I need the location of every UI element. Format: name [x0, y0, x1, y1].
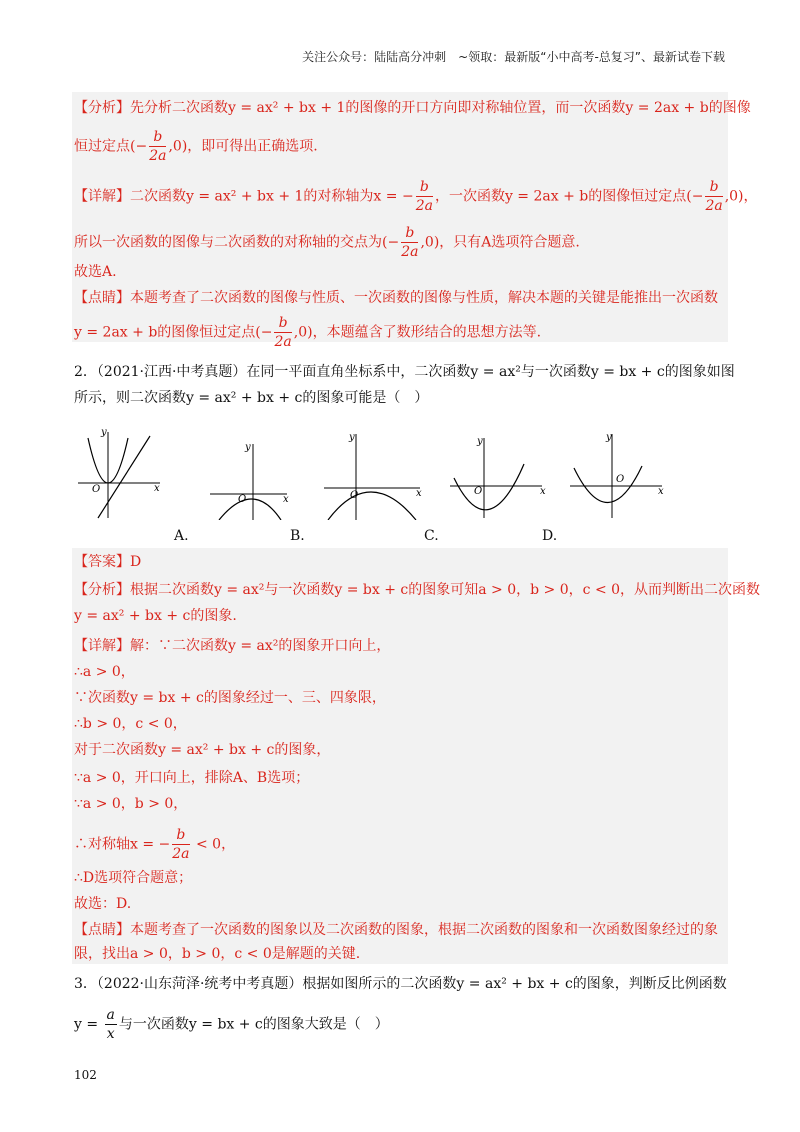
- q2-option-a-figure: [448, 428, 548, 520]
- svg-text:x: x: [540, 486, 546, 497]
- analysis-tag: 【分析】: [74, 100, 130, 116]
- svg-text:y: y: [245, 442, 251, 453]
- q2-detail-line7: ∵a > 0，b > 0，: [74, 796, 188, 812]
- svg-text:x: x: [283, 494, 289, 505]
- page-number: 102: [74, 1068, 97, 1082]
- q1-choose: 故选A.: [74, 264, 117, 280]
- q1-analysis-line1: 【分析】先分析二次函数y = ax² + bx + 1的图像的开口方向即对称轴位置，而一次函数y = 2ax + b的图像: [74, 100, 751, 116]
- q2-detail-line6: ∵a > 0，开口向上，排除A、B选项；: [74, 770, 310, 786]
- q2-option-b-figure: [205, 428, 295, 520]
- q2-answer: 【答案】D: [74, 554, 142, 570]
- q2-option-c-label: C.: [424, 528, 439, 544]
- svg-text:x: x: [416, 488, 422, 499]
- q1-comment-line2: y = 2ax + b的图像恒过定点(− $\frac{b}{2a}$ ,0)，本题蕴含了数形结合的思想方法等.: [74, 315, 542, 350]
- q2-given-figure: [76, 428, 166, 520]
- q2-option-d-label: D.: [542, 528, 558, 544]
- page-header: 关注公众号：陆陆高分冲刺 ~领取：最新版“小中高考-总复习”、最新试卷下载: [302, 50, 725, 64]
- q2-option-b-label: B.: [290, 528, 305, 544]
- detail-tag: 【详解】: [74, 188, 130, 205]
- axis-y-label: y: [101, 428, 107, 438]
- q2-analysis-line2: y = ax² + bx + c的图象.: [74, 608, 237, 624]
- comment-tag: 【点睛】: [74, 290, 130, 306]
- q2-detail-line2: ∴a > 0，: [74, 664, 135, 680]
- q2-option-d-figure: [568, 428, 668, 520]
- q2-choose: 故选：D.: [74, 896, 132, 912]
- q3-stem-line1: 3．（2022·山东菏泽·统考中考真题）根据如图所示的二次函数y = ax² + bx + c的图象，判断反比例函数: [74, 976, 727, 992]
- svg-text:O: O: [616, 474, 625, 485]
- q1-analysis-line2: 恒过定点(− $\frac{b}{2a}$ ,0)，即可得出正确选项.: [74, 129, 318, 164]
- q2-stem-line1: 2．（2021·江西·中考真题）在同一平面直角坐标系中，二次函数y = ax²与一次函数y = bx + c的图象如图: [74, 364, 735, 380]
- q2-option-c-figure: [320, 428, 430, 520]
- q2-comment-line1: 【点睛】本题考查了一次函数的图象以及二次函数的图象，根据二次函数的图象和一次函数图象经过的象: [74, 922, 718, 938]
- q2-detail-line1: 【详解】解：∵二次函数y = ax²的图象开口向上，: [74, 638, 391, 654]
- svg-text:y: y: [606, 432, 612, 443]
- q2-detail-line3: ∵次函数y = bx + c的图象经过一、三、四象限，: [74, 690, 386, 706]
- q1-comment-line1: 【点睛】本题考查了二次函数的图像与性质、一次函数的图像与性质，解决本题的关键是能推出一次函数: [74, 290, 718, 306]
- q2-detail-line9: ∴D选项符合题意；: [74, 870, 193, 886]
- q1-detail-line1: 【详解】二次函数y = ax² + bx + 1的对称轴为x = − $\frac{b}{2a}$ ，一次函数y = 2ax + b的图像恒过定点(− $\frac{b}{2a}$ ,0)，: [74, 179, 758, 214]
- q2-stem-line2: 所示，则二次函数y = ax² + bx + c的图象可能是（ ）: [74, 390, 429, 406]
- svg-text:O: O: [350, 490, 359, 501]
- q2-detail-line8: ∴对称轴x = − $\frac{b}{2a}$ < 0，: [74, 827, 236, 862]
- q2-detail-line4: ∴b > 0，c < 0，: [74, 716, 187, 732]
- svg-text:O: O: [238, 494, 247, 505]
- q2-detail-line5: 对于二次函数y = ax² + bx + c的图象，: [74, 742, 331, 758]
- svg-text:O: O: [474, 486, 483, 497]
- q3-stem-line2: y = $\frac{a}{x}$ 与一次函数y = bx + c的图象大致是（ ）: [74, 1007, 389, 1042]
- origin-label: O: [92, 484, 101, 495]
- svg-text:y: y: [349, 432, 355, 443]
- svg-text:x: x: [658, 486, 664, 497]
- q1-detail-line2: 所以一次函数的图像与二次函数的对称轴的交点为(− $\frac{b}{2a}$ ,0)，只有A选项符合题意.: [74, 225, 580, 260]
- q2-analysis-line1: 【分析】根据二次函数y = ax²与一次函数y = bx + c的图象可知a > 0，b > 0，c < 0，从而判断出二次函数: [74, 582, 761, 598]
- svg-text:y: y: [477, 436, 483, 447]
- axis-x-label: x: [154, 483, 160, 494]
- q2-option-a-label: A.: [174, 528, 189, 544]
- q2-comment-line2: 限，找出a > 0，b > 0，c < 0是解题的关键.: [74, 946, 361, 962]
